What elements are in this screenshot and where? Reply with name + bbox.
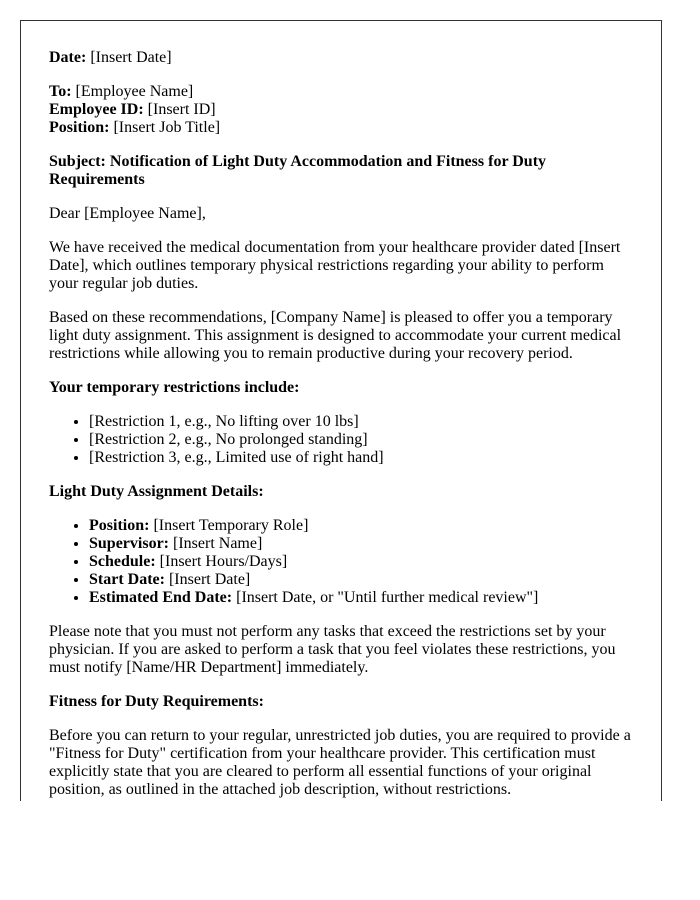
position-label: Position:: [49, 119, 110, 136]
assignment-item-supervisor: [89, 535, 633, 553]
assignment-label: Schedule:: [89, 553, 156, 570]
assignment-heading: Light Duty Assignment Details:: [49, 483, 264, 500]
offer-paragraph: Based on these recommendations, [Company Name] is pleased to offer you a temporary light duty assignment. This assignment is designed to accommodate your current medical restrictions while allowing you to remain productive during your recovery period.: [49, 309, 622, 362]
employee-id-label: Employee ID:: [49, 101, 144, 118]
intro-paragraph: We have received the medical documentation from your healthcare provider dated [Insert Date], which outlines temporary physical restrictions regarding your ability to perform your regular job duties.: [49, 239, 621, 292]
employee-id-value: [Insert ID]: [147, 101, 216, 118]
assignment-item-position: [89, 517, 633, 535]
assignment-label: Position:: [89, 517, 150, 534]
assignment-value: [Insert Date]: [168, 571, 251, 588]
document-viewport[interactable]: [20, 20, 662, 801]
note-paragraph: Please note that you must not perform any tasks that exceed the restrictions set by your physician. If you are asked to perform a task that you feel violates these restrictions, you must notify [Name/HR Department] immediately.: [49, 623, 616, 676]
salutation: Dear [Employee Name],: [49, 205, 206, 222]
date-value: [Insert Date]: [90, 49, 172, 66]
assignment-item-end-date: [89, 589, 633, 607]
assignment-label: Start Date:: [89, 571, 165, 588]
assignment-value: [Insert Name]: [173, 535, 263, 552]
fitness-heading: Fitness for Duty Requirements:: [49, 693, 264, 710]
to-label: To:: [49, 83, 72, 100]
position-value: [Insert Job Title]: [113, 119, 221, 136]
assignment-value: [Insert Date, or "Until further medical review"]: [236, 589, 539, 606]
recipient-block: [49, 83, 633, 137]
assignment-item-schedule: [89, 553, 633, 571]
assignment-value: [Insert Temporary Role]: [153, 517, 309, 534]
assignment-label: Supervisor:: [89, 535, 169, 552]
assignment-item-start-date: [89, 571, 633, 589]
restriction-item: • [Restriction 3, e.g., Limited use of right hand]: [89, 449, 633, 467]
subject-line: Subject: Notification of Light Duty Accommodation and Fitness for Duty Requirements: [49, 153, 547, 188]
letter-document: [20, 20, 662, 801]
to-value: [Employee Name]: [75, 83, 194, 100]
date-line: [49, 49, 633, 67]
assignment-value: [Insert Hours/Days]: [159, 553, 288, 570]
date-label: Date:: [49, 49, 87, 66]
assignment-details-list: [49, 517, 633, 607]
restriction-item: • [Restriction 2, e.g., No prolonged standing]: [89, 431, 633, 449]
restrictions-list: [49, 413, 633, 467]
assignment-label: Estimated End Date:: [89, 589, 233, 606]
restrictions-heading: Your temporary restrictions include:: [49, 379, 300, 396]
fitness-paragraph: Before you can return to your regular, unrestricted job duties, you are required to provide a "Fitness for Duty" certification from your healthcare provider. This certification must explicitly state that you are cleared to perform all essential functions of your original position, as outlined in the attached job description, without restrictions.: [49, 727, 631, 798]
restriction-item: • [Restriction 1, e.g., No lifting over 10 lbs]: [89, 413, 633, 431]
